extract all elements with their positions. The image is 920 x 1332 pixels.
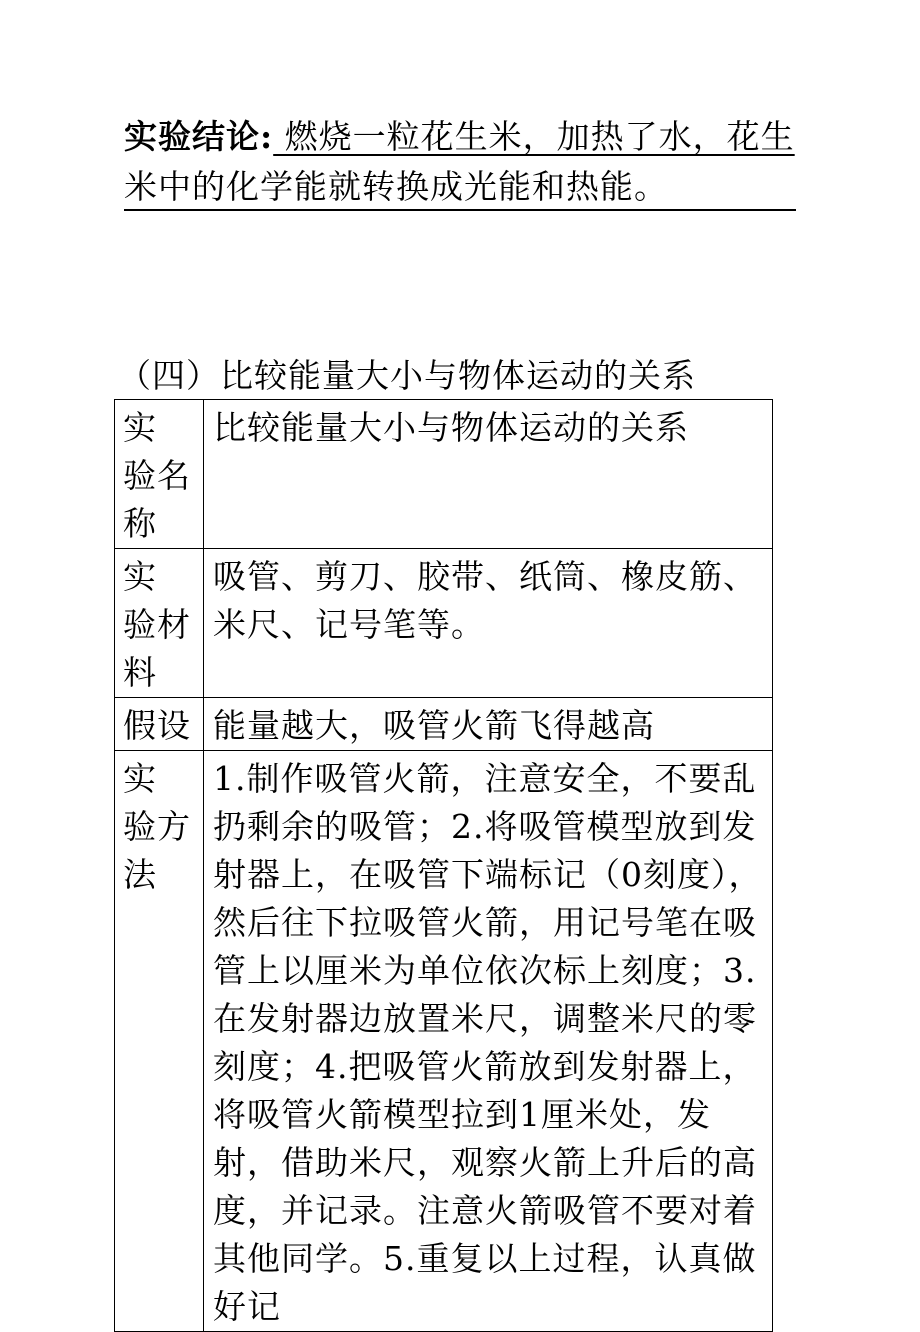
- row-content: 能量越大，吸管火箭飞得越高: [204, 698, 773, 751]
- experiment-table: [114, 399, 773, 1332]
- row-header: 实 验方法: [115, 751, 204, 1332]
- table-row-materials: [115, 549, 773, 698]
- table-row-experiment-name: [115, 400, 773, 549]
- experiment-conclusion: [124, 112, 824, 212]
- row-header: 实 验名称: [115, 400, 204, 549]
- row-header: 假设: [115, 698, 204, 751]
- table-row-hypothesis: [115, 698, 773, 751]
- table-row-method: [115, 751, 773, 1332]
- conclusion-text-line2: 米中的化学能就转换成光能和热能。: [124, 165, 796, 211]
- row-content: 比较能量大小与物体运动的关系: [204, 400, 773, 549]
- row-content: 1.制作吸管火箭，注意安全，不要乱扔剩余的吸管；2.将吸管模型放到发射器上，在吸管下端标记（0刻度），然后往下拉吸管火箭，用记号笔在吸管上以厘米为单位依次标上刻度；3.在发射器边放置米尺，调整米尺的零刻度；4.把吸管火箭放到发射器上，将吸管火箭模型拉到1厘米处，发射，借助米尺，观察火箭上升后的高度，并记录。注意火箭吸管不要对着其他同学。5.重复以上过程，认真做好记: [204, 751, 773, 1332]
- section-title: （四）比较能量大小与物体运动的关系: [118, 356, 696, 395]
- conclusion-label: 实验结论:: [124, 117, 274, 156]
- row-content: 吸管、剪刀、胶带、纸筒、橡皮筋、米尺、记号笔等。: [204, 549, 773, 698]
- conclusion-text-line1: 燃烧一粒花生米，加热了水，花生: [273, 117, 795, 156]
- row-header: 实 验材料: [115, 549, 204, 698]
